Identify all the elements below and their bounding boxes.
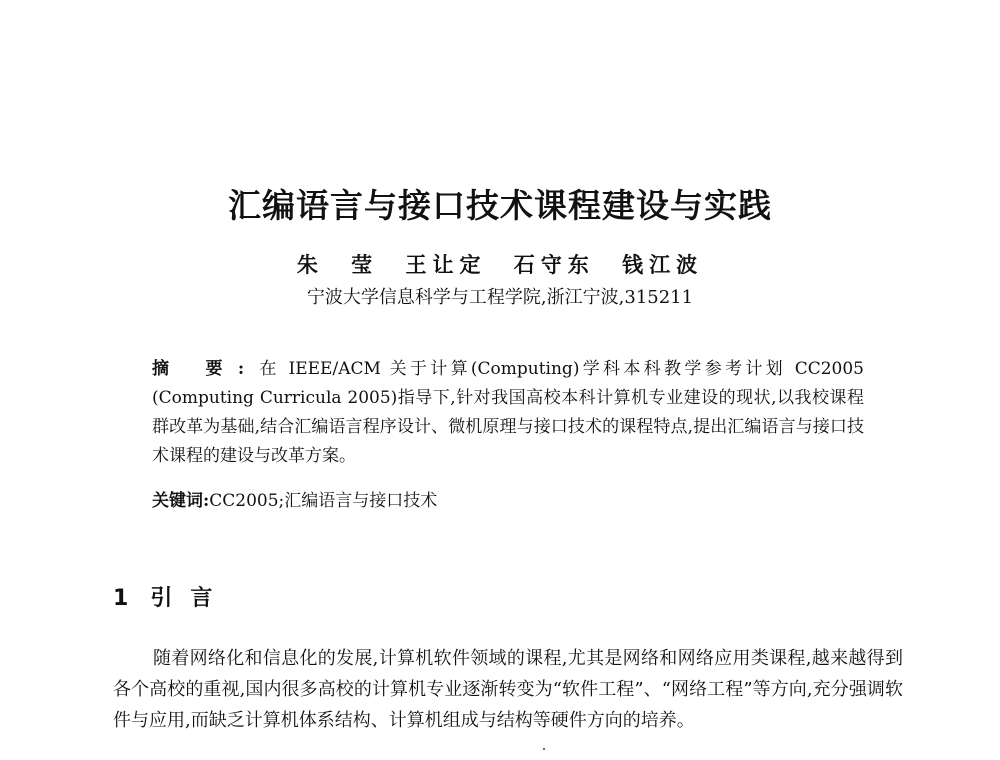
- abstract-label: 摘 要:: [152, 359, 257, 379]
- scan-speck: [543, 748, 545, 750]
- author-list: 朱 莹 王让定 石守东 钱江波: [296, 252, 704, 277]
- abstract-text: 在 IEEE/ACM 关于计算(Computing)学科本科教学参考计划 CC2005 (Computing Curricula 2005)指导下,针对我国高校本科计算机专业建设的现状,以我校课程群改革为基础,结合汇编语言程序设计、微机原理与接口技术的课程特点,提出汇编语言与接口技术课程的建设与改革方案。: [152, 359, 864, 466]
- body-paragraph: 随着网络化和信息化的发展,计算机软件领域的课程,尤其是网络和网络应用类课程,越来越得到各个高校的重视,国内很多高校的计算机专业逐渐转变为“软件工程”、“网络工程”等方向,充分强调软件与应用,而缺乏计算机体系结构、计算机组成与结构等硬件方向的培养。: [113, 648, 903, 731]
- author-affiliation: 宁波大学信息科学与工程学院,浙江宁波,315211: [306, 287, 694, 308]
- keywords-text: CC2005;汇编语言与接口技术: [209, 491, 438, 511]
- section-heading: [113, 581, 230, 612]
- section-title: 引言: [150, 586, 231, 611]
- abstract-block: [152, 355, 864, 471]
- keywords-block: [152, 487, 864, 516]
- section-number: 1: [113, 586, 129, 611]
- keywords-label: 关键词:: [152, 491, 210, 511]
- paper-title: 汇编语言与接口技术课程建设与实践: [228, 186, 772, 225]
